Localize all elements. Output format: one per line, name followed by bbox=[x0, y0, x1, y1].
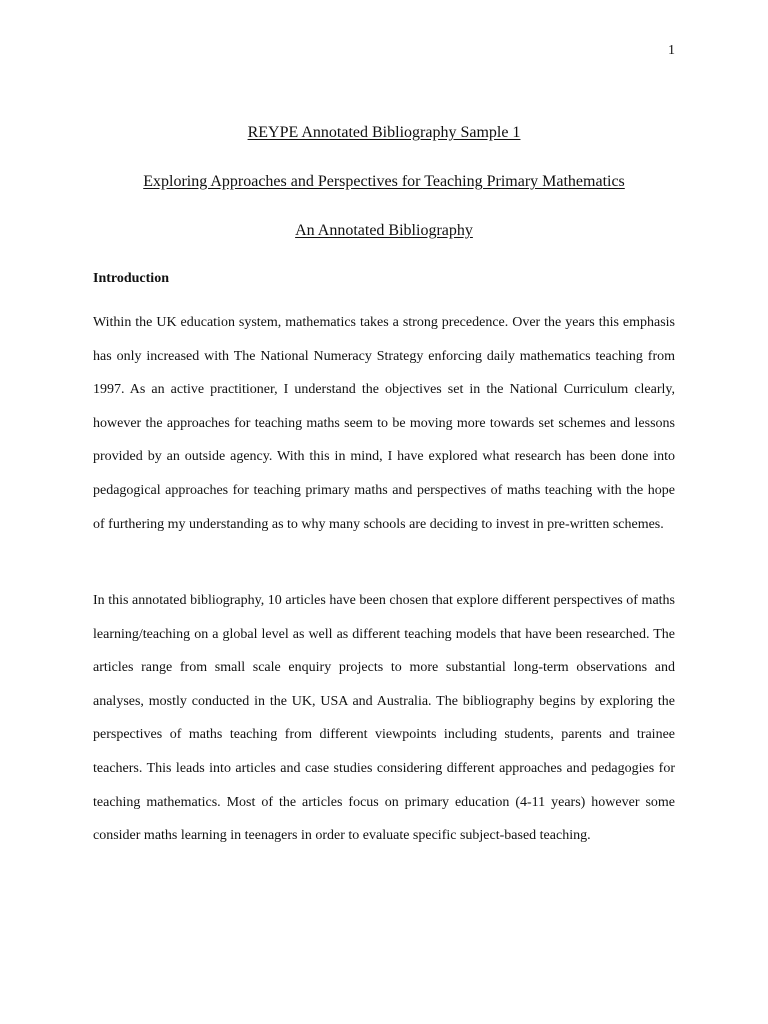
document-title: REYPE Annotated Bibliography Sample 1 bbox=[247, 124, 521, 141]
page-number: 1 bbox=[668, 43, 675, 58]
document-subtitle: Exploring Approaches and Perspectives for Teaching Primary Mathematics bbox=[143, 173, 625, 190]
introduction-paragraph: In this annotated bibliography, 10 articles have been chosen that explore different perspectives of maths learning/teaching on a global level as well as different teaching models that have been researched. The articles range from small scale enquiry projects to more substantial long-term observations and analyses, mostly conducted in the UK, USA and Australia. The bibliography begins by exploring the perspectives of maths teaching from different viewpoints including students, parents and trainee teachers. This leads into articles and case studies considering different approaches and pedagogies for teaching mathematics. Most of the articles focus on primary education (4-11 years) however some consider maths learning in teenagers in order to evaluate specific subject-based teaching. bbox=[93, 593, 675, 844]
section-heading-introduction: Introduction bbox=[93, 271, 169, 286]
title-block bbox=[93, 123, 675, 241]
document-type-heading: An Annotated Bibliography bbox=[295, 222, 473, 239]
introduction-paragraph: Within the UK education system, mathematics takes a strong precedence. Over the years this emphasis has only increased with The National Numeracy Strategy enforcing daily mathematics teaching from 1997. As an active practitioner, I understand the objectives set in the National Curriculum clearly, however the approaches for teaching maths seem to be moving more towards set schemes and lessons provided by an outside agency. With this in mind, I have explored what research has been done into pedagogical approaches for teaching primary maths and perspectives of maths teaching with the hope of furthering my understanding as to why many schools are deciding to invest in pre-written schemes. bbox=[93, 315, 675, 532]
